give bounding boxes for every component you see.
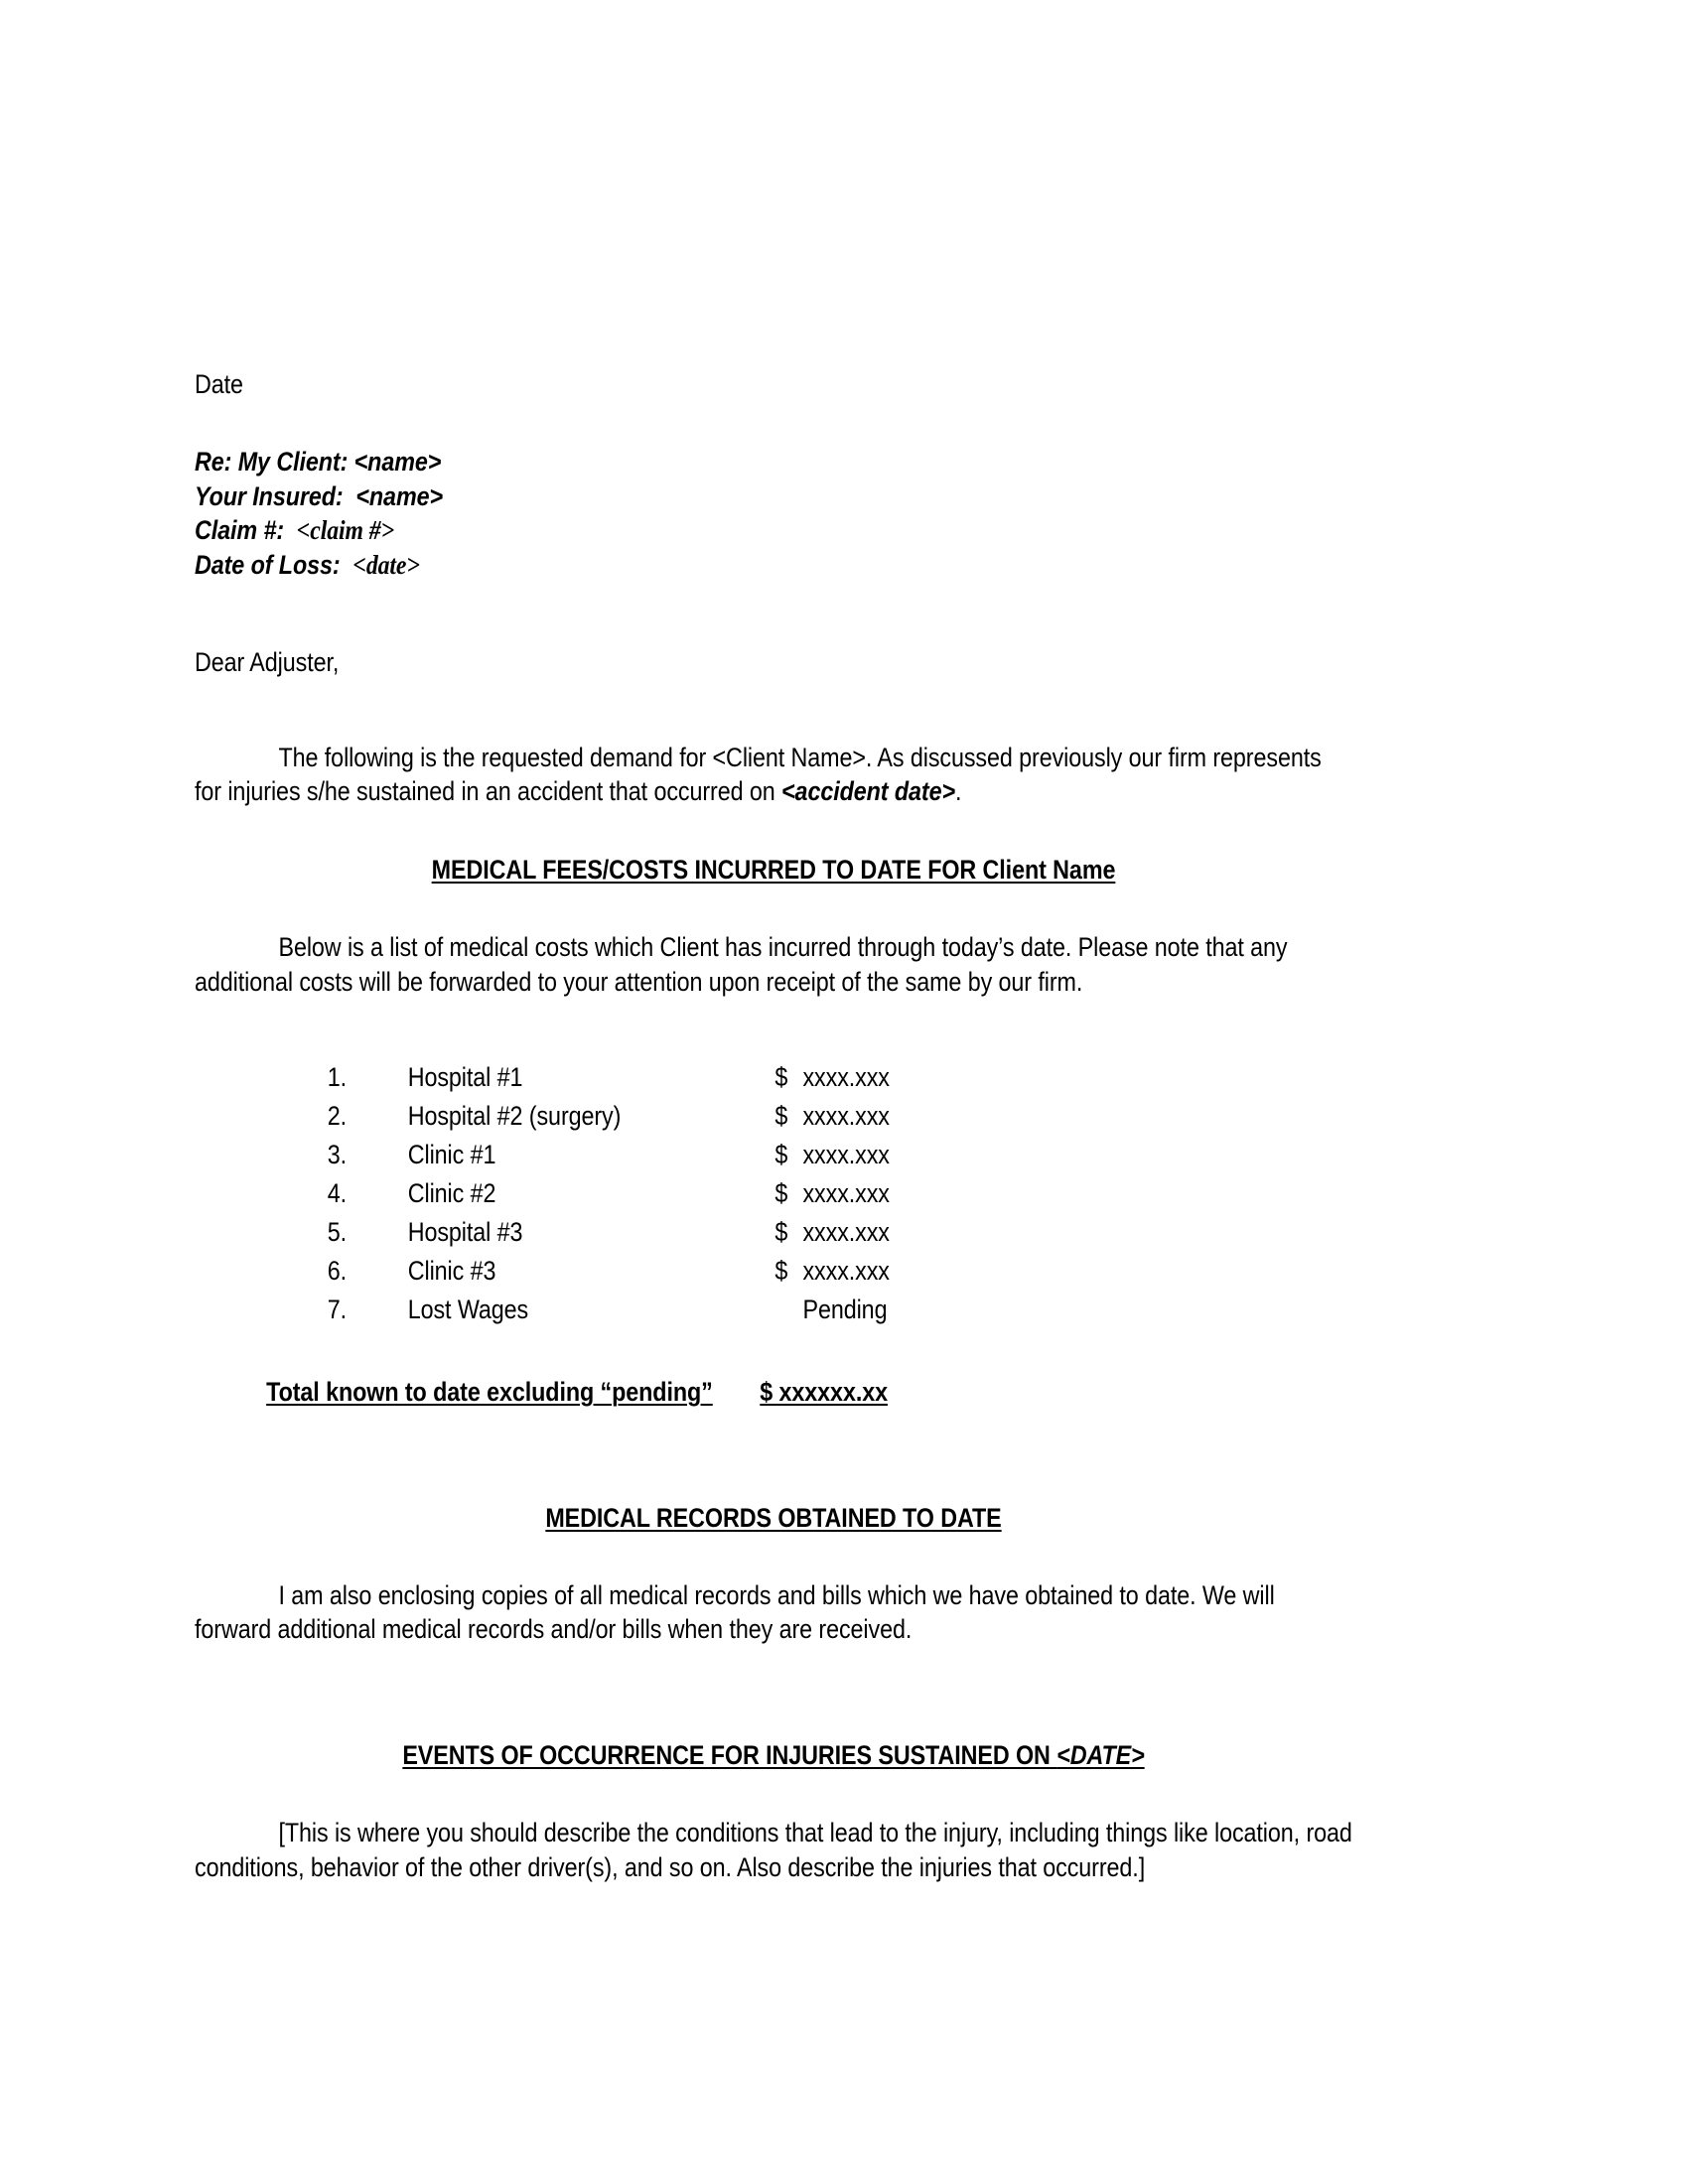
list-item-number: 7. bbox=[327, 1295, 348, 1325]
list-item-number: 2. bbox=[327, 1101, 348, 1132]
amount-value: Pending bbox=[802, 1295, 888, 1325]
list-item-amount bbox=[774, 1099, 890, 1133]
events-paragraph bbox=[195, 1816, 1359, 1884]
client-line-label: Re: My Client: bbox=[195, 447, 349, 478]
spacer bbox=[195, 809, 1352, 853]
list-item-label: Hospital #2 (surgery) bbox=[407, 1101, 622, 1132]
medical-records-heading bbox=[195, 1501, 1352, 1535]
medical-fees-heading bbox=[195, 853, 1352, 887]
spacer bbox=[195, 1535, 1352, 1578]
list-item-amount bbox=[774, 1176, 890, 1210]
table-row bbox=[195, 1060, 1352, 1099]
claim-line-value: <claim #> bbox=[296, 515, 395, 546]
total-line bbox=[195, 1375, 1352, 1409]
events-heading-text: EVENTS OF OCCURRENCE FOR INJURIES SUSTAINED ON bbox=[402, 1739, 1057, 1770]
spacer bbox=[195, 1647, 1352, 1738]
amount-value: xxxx.xxx bbox=[802, 1256, 890, 1287]
table-row bbox=[195, 1176, 1352, 1215]
accident-date-placeholder: <accident date> bbox=[781, 776, 955, 807]
document-body bbox=[195, 367, 1359, 1884]
list-item-label: Hospital #3 bbox=[407, 1217, 523, 1248]
currency-symbol: $ bbox=[774, 1101, 788, 1132]
table-row bbox=[195, 1215, 1352, 1254]
claim-line bbox=[195, 513, 1352, 548]
spacer bbox=[195, 1772, 1352, 1816]
medical-cost-list bbox=[195, 1060, 1352, 1331]
total-line-amount: $ xxxxxx.xx bbox=[760, 1377, 888, 1408]
list-item-number: 3. bbox=[327, 1140, 348, 1170]
intro-paragraph bbox=[195, 741, 1352, 809]
amount-value: xxxx.xxx bbox=[802, 1217, 890, 1248]
insured-line-value: <name> bbox=[355, 480, 444, 511]
spacer bbox=[195, 999, 1352, 1060]
table-row bbox=[195, 1099, 1352, 1138]
currency-symbol: $ bbox=[774, 1217, 788, 1248]
events-paragraph-text: [This is where you should describe the conditions that lead to the injury, including things like location, road conditions, behavior of the other driver(s), and so on. Also describe the injuries that occurred.] bbox=[195, 1818, 1359, 1882]
medical-fees-intro-text: Below is a list of medical costs which Client has incurred through today’s date. Please note that any additional costs will be forwarded to your attention upon receipt of the same by our firm. bbox=[195, 932, 1294, 997]
list-item-amount bbox=[774, 1060, 890, 1094]
amount-value: xxxx.xxx bbox=[802, 1178, 890, 1209]
table-row bbox=[195, 1138, 1352, 1176]
intro-paragraph-period: . bbox=[954, 776, 962, 807]
reference-block bbox=[195, 445, 1352, 583]
list-item-number: 6. bbox=[327, 1256, 348, 1287]
medical-fees-heading-text: MEDICAL FEES/COSTS INCURRED TO DATE FOR Client Name bbox=[431, 854, 1116, 885]
spacer bbox=[195, 1331, 1352, 1375]
spacer bbox=[195, 1410, 1352, 1501]
list-item-number: 1. bbox=[327, 1062, 348, 1093]
events-heading bbox=[195, 1738, 1352, 1772]
medical-fees-intro bbox=[195, 930, 1352, 999]
list-item-number: 5. bbox=[327, 1217, 348, 1248]
list-item-amount bbox=[774, 1215, 890, 1249]
medical-records-paragraph-text: I am also enclosing copies of all medical records and bills which we have obtained to date. We will forward additional medical records and/or bills when they are received. bbox=[195, 1580, 1282, 1645]
date-of-loss-line bbox=[195, 548, 1352, 583]
currency-symbol: $ bbox=[774, 1256, 788, 1287]
date-of-loss-value: <date> bbox=[352, 550, 420, 581]
date-line: Date bbox=[195, 369, 243, 399]
date-of-loss-label: Date of Loss: bbox=[195, 550, 341, 581]
intro-paragraph-text: The following is the requested demand for <Client Name>. As discussed previously our firm represents for injuries s/he sustained in an accident that occurred on bbox=[195, 742, 1329, 807]
list-item-amount bbox=[774, 1254, 890, 1288]
spacer bbox=[195, 584, 1352, 645]
currency-symbol: $ bbox=[774, 1062, 788, 1093]
claim-line-label: Claim #: bbox=[195, 515, 285, 546]
medical-records-heading-text: MEDICAL RECORDS OBTAINED TO DATE bbox=[545, 1502, 1002, 1533]
amount-value: xxxx.xxx bbox=[802, 1062, 890, 1093]
list-item-amount bbox=[774, 1138, 890, 1171]
client-line-value: <name> bbox=[353, 447, 442, 478]
list-item-label: Clinic #2 bbox=[407, 1178, 496, 1209]
amount-value: xxxx.xxx bbox=[802, 1101, 890, 1132]
salutation: Dear Adjuster, bbox=[195, 646, 340, 677]
total-line-label: Total known to date excluding “pending” bbox=[266, 1377, 713, 1408]
list-item-label: Clinic #1 bbox=[407, 1140, 496, 1170]
spacer bbox=[195, 679, 1352, 741]
list-item-label: Clinic #3 bbox=[407, 1256, 496, 1287]
client-line bbox=[195, 445, 1352, 478]
list-item-label: Lost Wages bbox=[407, 1295, 529, 1325]
currency-symbol: $ bbox=[774, 1140, 788, 1170]
amount-value: xxxx.xxx bbox=[802, 1140, 890, 1170]
events-heading-date-placeholder: <DATE> bbox=[1056, 1739, 1145, 1770]
spacer bbox=[195, 887, 1352, 930]
list-item-label: Hospital #1 bbox=[407, 1062, 523, 1093]
currency-symbol: $ bbox=[774, 1178, 788, 1209]
list-item-number: 4. bbox=[327, 1178, 348, 1209]
insured-line bbox=[195, 479, 1352, 513]
insured-line-label: Your Insured: bbox=[195, 480, 344, 511]
table-row bbox=[195, 1293, 1352, 1331]
list-item-amount bbox=[774, 1293, 887, 1326]
medical-records-paragraph bbox=[195, 1578, 1352, 1647]
spacer bbox=[195, 401, 1352, 445]
table-row bbox=[195, 1254, 1352, 1293]
